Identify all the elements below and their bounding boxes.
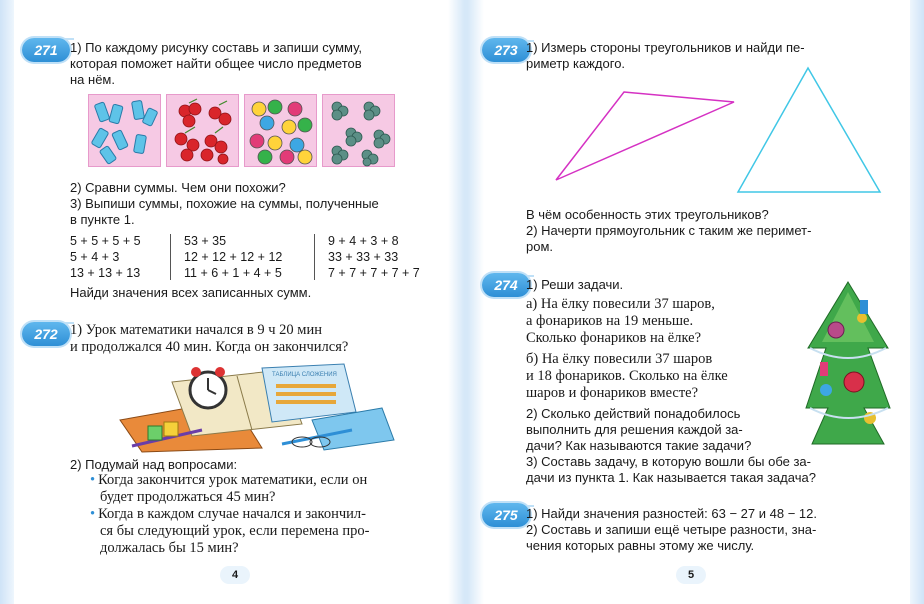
clover-icon xyxy=(323,95,396,168)
task-275-badge: 275 xyxy=(482,503,530,527)
button-icon xyxy=(245,95,318,168)
sums-column-3 xyxy=(328,233,420,281)
bullet-text: Когда закончится урок математики, если он xyxy=(98,472,368,488)
task-274-question-2-line-1: 2) Сколько действий понадобилось xyxy=(526,406,741,421)
page-number-left: 4 xyxy=(220,566,250,584)
left-page xyxy=(16,0,446,604)
task-271-footer: Найди значения всех записанных сумм. xyxy=(70,285,312,300)
task-273-question-1-line-2: риметр каждого. xyxy=(526,56,626,71)
scalene-triangle xyxy=(556,92,734,180)
task-271-intro-line-3: на нём. xyxy=(70,72,115,87)
buttons-picture xyxy=(244,94,317,167)
bullet-text: Когда в каждом случае начался и закончил- xyxy=(98,506,366,522)
cherries-picture xyxy=(166,94,239,167)
task-274-a-line-1: а) На ёлку повесили 37 шаров, xyxy=(526,296,715,312)
sum-item: 11 + 6 + 1 + 4 + 5 xyxy=(184,266,282,280)
task-274-question-2-line-2: выполнить для решения каждой за- xyxy=(526,422,743,437)
candy-picture xyxy=(88,94,161,167)
task-271-badge: 271 xyxy=(22,38,70,62)
sum-item: 53 + 35 xyxy=(184,234,227,248)
task-272-bullet-2-line-2: ся бы следующий урок, если перемена про- xyxy=(100,523,370,539)
school-supplies-illustration xyxy=(112,360,402,456)
task-272-bullet-1-line-2: будет продолжаться 45 мин? xyxy=(100,489,276,505)
task-274-badge: 274 xyxy=(482,273,530,297)
sum-item: 13 + 13 + 13 xyxy=(70,266,141,280)
sum-item: 9 + 4 + 3 + 8 xyxy=(328,234,399,248)
task-273-question-1-line-1: 1) Измерь стороны треугольников и найди пе- xyxy=(526,40,805,55)
right-page xyxy=(486,0,910,604)
bullet-icon: • xyxy=(90,506,96,522)
task-271-intro-line-2: которая поможет найти общее число предметов xyxy=(70,56,362,71)
column-divider xyxy=(170,234,171,280)
sum-item: 5 + 5 + 5 + 5 xyxy=(70,234,141,248)
cherry-icon xyxy=(167,95,240,168)
task-275-question-1: 1) Найди значения разностей: 63 − 27 и 48 − 12. xyxy=(526,506,817,521)
page-number-right: 5 xyxy=(676,566,706,584)
task-274-question-3-line-2: дачи из пункта 1. Как называется такая задача? xyxy=(526,470,816,485)
task-275-question-2-line-1: 2) Составь и запиши ещё четыре разности, зна- xyxy=(526,522,817,537)
equilateral-triangle xyxy=(738,68,880,192)
bullet-icon: • xyxy=(90,472,96,488)
task-272-bullet-2-line-3: должалась бы 15 мин? xyxy=(100,540,239,556)
task-275-question-2-line-2: чения которых равны этому же числу. xyxy=(526,538,755,553)
sums-column-2 xyxy=(184,233,282,281)
task-274-b-line-3: шаров и фонариков вместе? xyxy=(526,385,699,401)
task-271-question-3-line-1: 3) Выпиши суммы, похожие на суммы, полученные xyxy=(70,196,379,211)
task-272-bullet-1-line-1 xyxy=(90,472,367,489)
clover-picture xyxy=(322,94,395,167)
task-271-intro-line-1: 1) По каждому рисунку составь и запиши сумму, xyxy=(70,40,362,55)
christmas-tree-illustration xyxy=(804,278,892,448)
task-274-question-2-line-3: дачи? Как называются такие задачи? xyxy=(526,438,752,453)
task-272-question-1-line-1: 1) Урок математики начался в 9 ч 20 мин xyxy=(70,322,322,338)
page-edge-left xyxy=(0,0,14,604)
task-271-question-3-line-2: в пункте 1. xyxy=(70,212,135,227)
book-gutter xyxy=(448,0,484,604)
task-273-question: В чём особенность этих треугольников? xyxy=(526,207,769,222)
candy-icon xyxy=(89,95,162,168)
sum-item: 7 + 7 + 7 + 7 + 7 xyxy=(328,266,420,280)
task-273-question-2-line-1: 2) Начерти прямоугольник с таким же перимет- xyxy=(526,223,812,238)
task-274-b-line-2: и 18 фонариков. Сколько на ёлке xyxy=(526,368,728,384)
task-273-question-2-line-2: ром. xyxy=(526,239,554,254)
sum-item: 12 + 12 + 12 + 12 xyxy=(184,250,283,264)
page-edge-right xyxy=(910,0,924,604)
task-274-a-line-2: а фонариков на 19 меньше. xyxy=(526,313,694,329)
sum-item: 33 + 33 + 33 xyxy=(328,250,399,264)
task-272-question-1-line-2: и продолжался 40 мин. Когда он закончился? xyxy=(70,339,349,355)
triangles-figure xyxy=(546,60,886,200)
task-274-question-3-line-1: 3) Составь задачу, в которую вошли бы обе за- xyxy=(526,454,811,469)
task-272-badge: 272 xyxy=(22,322,70,346)
task-273-badge: 273 xyxy=(482,38,530,62)
task-274-a-line-3: Сколько фонариков на ёлке? xyxy=(526,330,701,346)
task-274-question-1: 1) Реши задачи. xyxy=(526,277,624,292)
sums-column-1 xyxy=(70,233,141,281)
column-divider xyxy=(314,234,315,280)
task-271-question-2: 2) Сравни суммы. Чем они похожи? xyxy=(70,180,286,195)
task-274-b-line-1: б) На ёлку повесили 37 шаров xyxy=(526,351,713,367)
task-272-bullet-2-line-1 xyxy=(90,506,366,523)
addition-table-label: ТАБЛИЦА СЛОЖЕНИЯ xyxy=(272,372,337,378)
sum-item: 5 + 4 + 3 xyxy=(70,250,120,264)
task-272-question-2: 2) Подумай над вопросами: xyxy=(70,457,238,472)
